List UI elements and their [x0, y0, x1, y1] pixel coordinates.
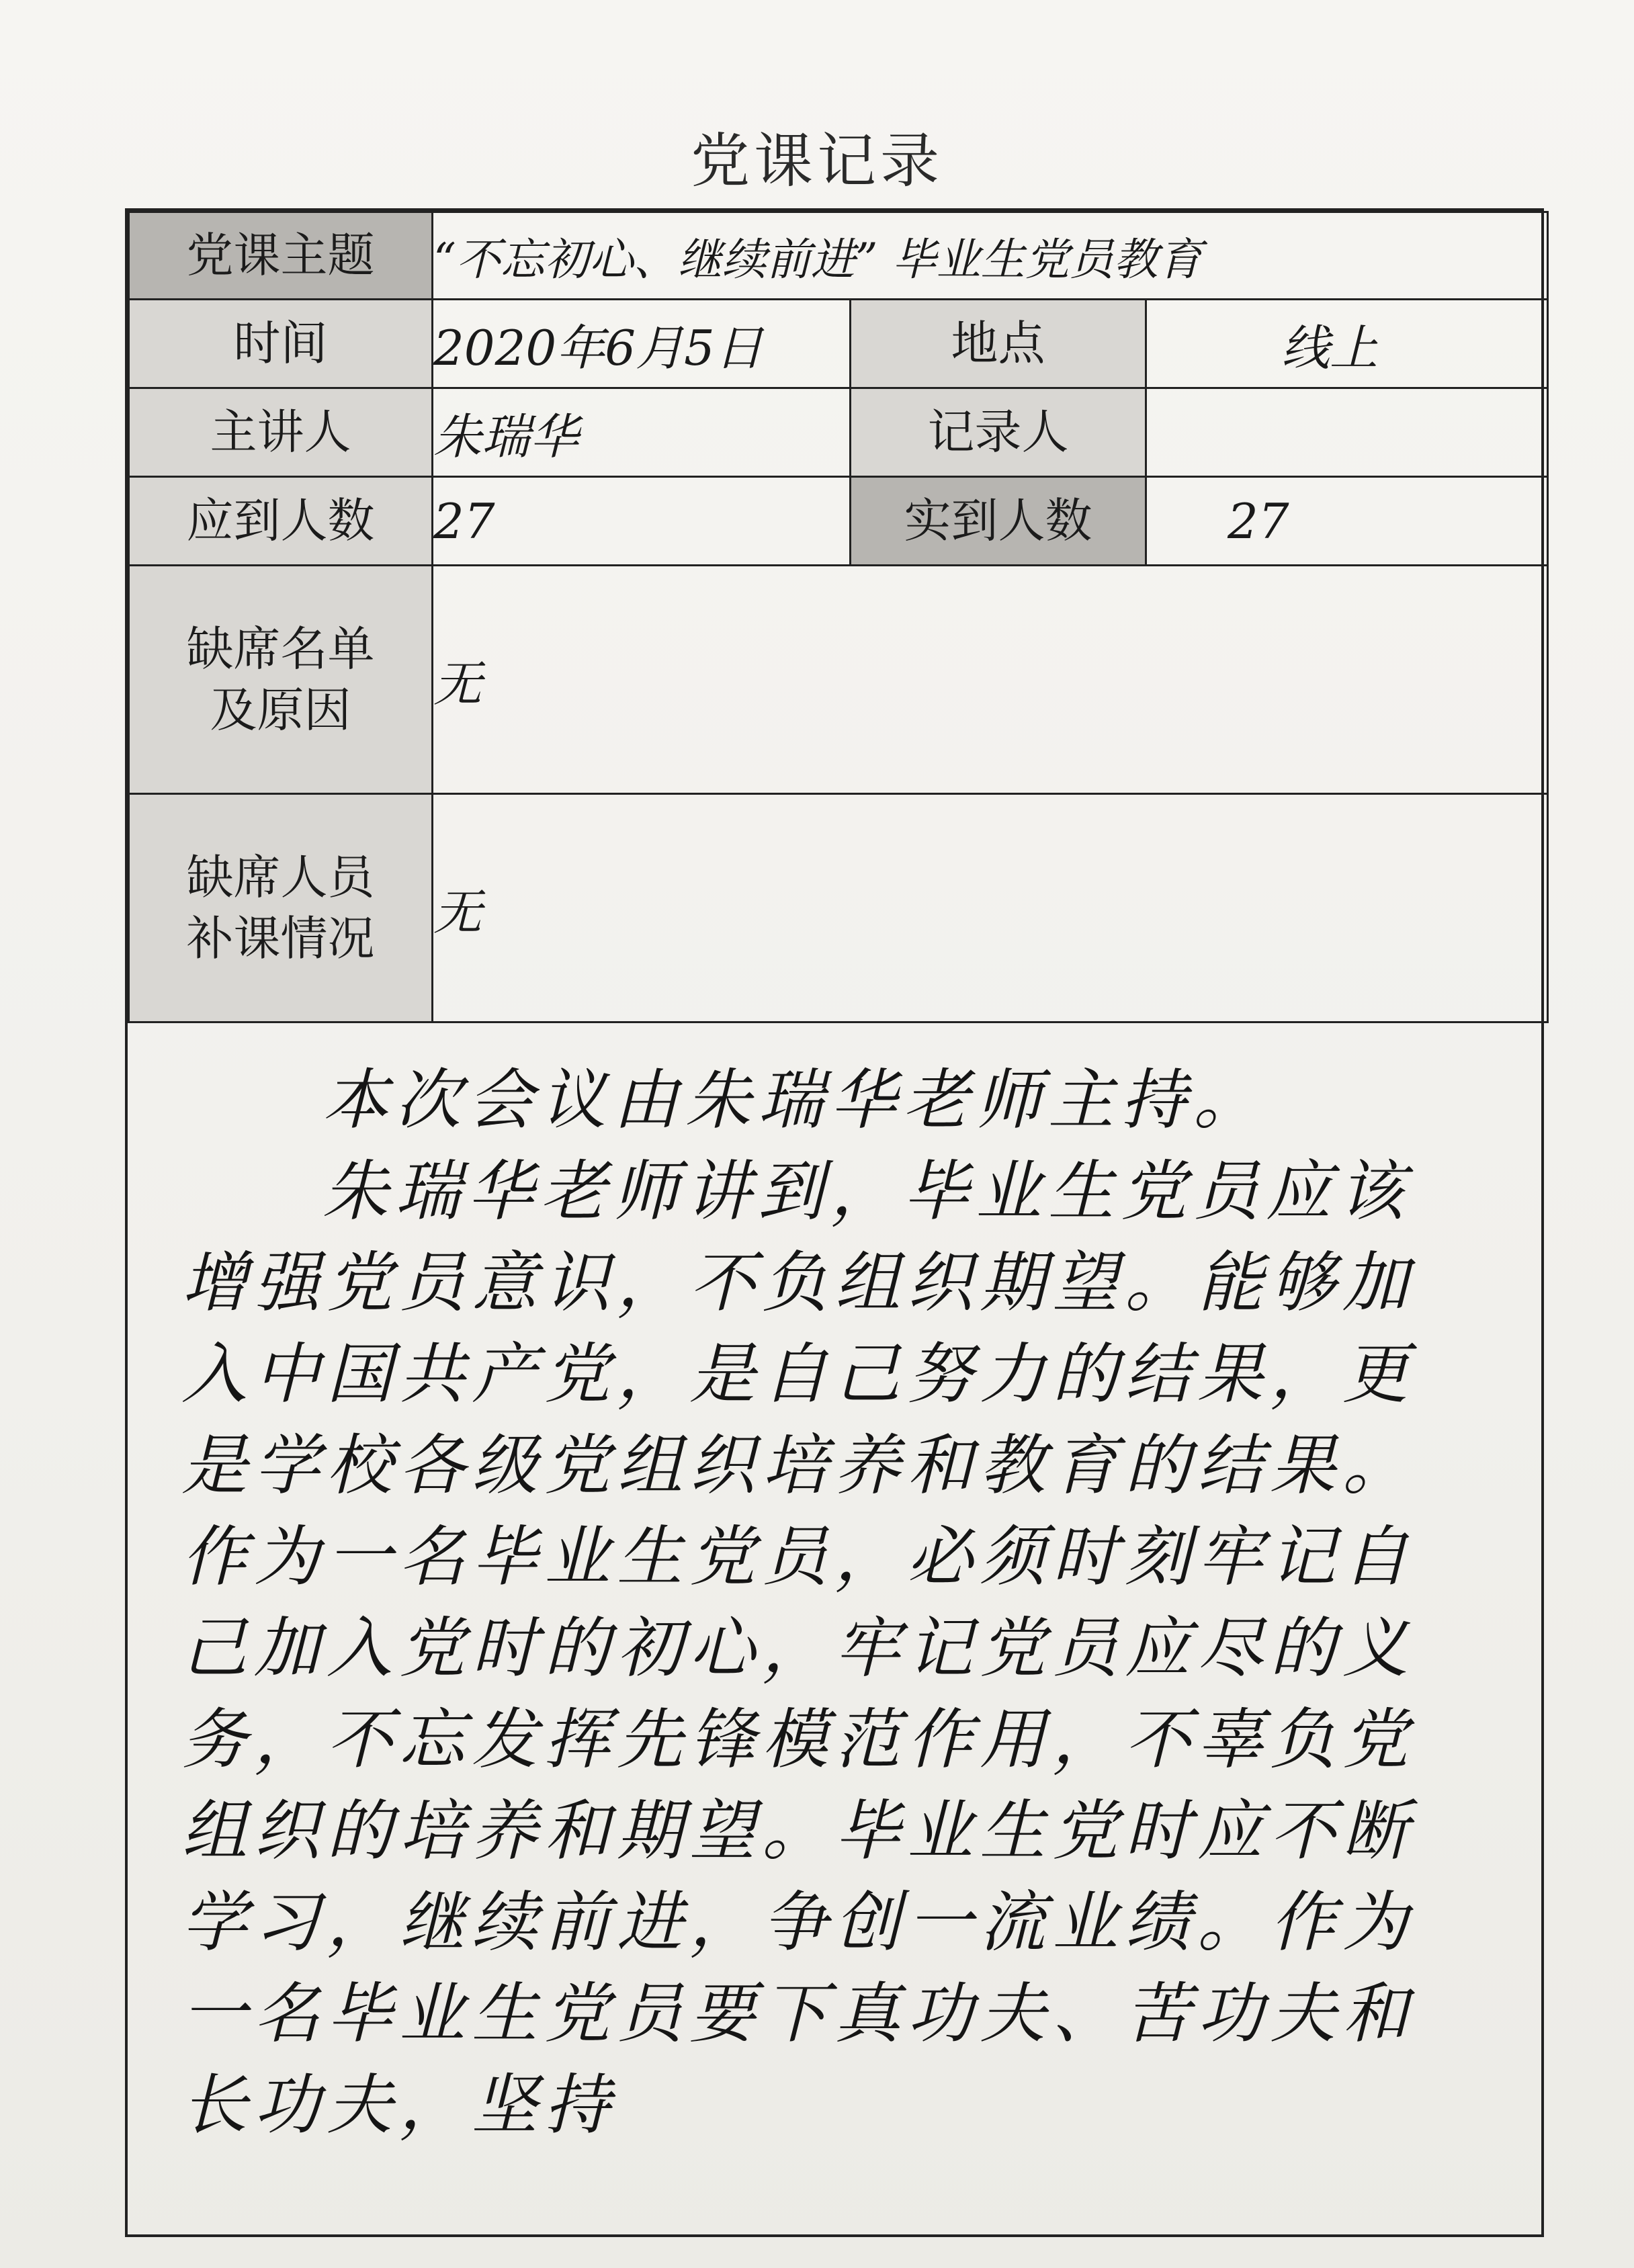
- expected-count-value: 27: [433, 477, 851, 566]
- makeup-value: 无: [433, 794, 1548, 1022]
- record-table: [128, 211, 1549, 1023]
- time-row: [129, 300, 1548, 388]
- topic-label: 党课主题: [129, 212, 433, 300]
- absent-label: [129, 566, 433, 794]
- meeting-notes: [128, 1035, 1541, 2237]
- attendance-row: [129, 477, 1548, 566]
- time-value: 2020年6月5日: [433, 300, 851, 388]
- recorder-value: [1146, 388, 1548, 477]
- place-value: 线上: [1146, 300, 1548, 388]
- topic-row: [129, 212, 1548, 300]
- makeup-label-line2: 补课情况: [186, 910, 375, 966]
- place-label: 地点: [851, 300, 1146, 388]
- topic-value: “不忘初心、继续前进” 毕业生党员教育: [433, 212, 1548, 300]
- makeup-row: [129, 794, 1548, 1022]
- absent-value: 无: [433, 566, 1548, 794]
- time-label: 时间: [129, 300, 433, 388]
- absent-label-line2: 及原因: [210, 682, 351, 738]
- makeup-label: [129, 794, 433, 1022]
- makeup-label-line1: 缺席人员: [186, 849, 375, 905]
- actual-count-value: 27: [1146, 477, 1548, 566]
- speaker-label: 主讲人: [129, 388, 433, 477]
- document-title: 党课记录: [690, 126, 943, 195]
- recorder-label: 记录人: [851, 388, 1146, 477]
- notes-paragraph-2: 朱瑞华老师讲到，毕业生党员应该增强党员意识，不负组织期望。能够加入中国共产党，是自己努力的结果，更是学校各级党组织培养和教育的结果。作为一名毕业生党员，必须时刻牢记自己加入党时的初心，牢记党员应尽的义务，不忘发挥先锋模范作用，不辜负党组织的培养和期望。毕业生党时应不断学习，继续前进，争创一流业绩。作为一名毕业生党员要下真功夫、苦功夫和长功夫，坚持: [181, 1153, 1416, 2144]
- expected-count-label: 应到人数: [129, 477, 433, 566]
- absent-label-line1: 缺席名单: [186, 621, 375, 677]
- speaker-value: 朱瑞华: [433, 388, 851, 477]
- notes-paragraph-1: 本次会议由朱瑞华老师主持。: [322, 1062, 1266, 1139]
- actual-count-label: 实到人数: [851, 477, 1146, 566]
- absent-row: [129, 566, 1548, 794]
- record-form: [125, 208, 1544, 2237]
- speaker-row: [129, 388, 1548, 477]
